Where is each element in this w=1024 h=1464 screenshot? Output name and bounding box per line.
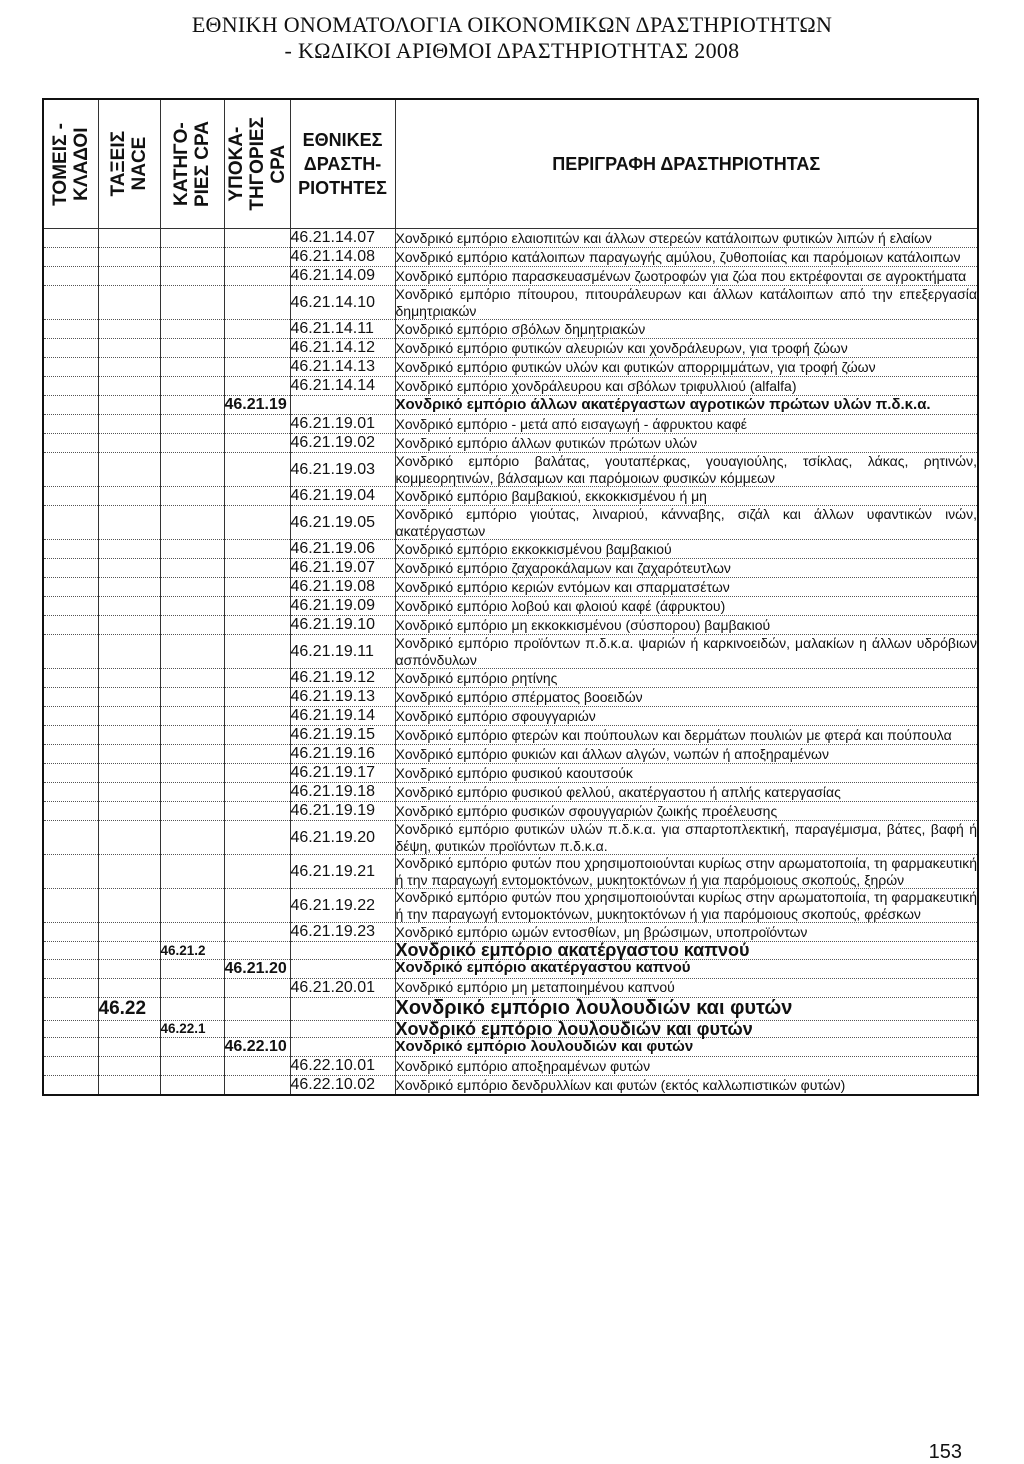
table-row xyxy=(43,889,978,923)
activity-description: Χονδρικό εμπόριο δενδρυλλίων και φυτών (εκτός καλλωπιστικών φυτών) xyxy=(395,1076,978,1096)
empty-cell xyxy=(290,1020,395,1038)
empty-cell xyxy=(43,1038,98,1057)
activity-description: Χονδρικό εμπόριο άλλων φυτικών πρώτων υλών xyxy=(395,434,978,453)
table-row xyxy=(43,358,978,377)
empty-cell xyxy=(43,1057,98,1076)
table-row xyxy=(43,320,978,339)
empty-cell xyxy=(290,942,395,960)
empty-cell xyxy=(98,923,160,942)
empty-cell xyxy=(98,453,160,487)
empty-cell xyxy=(43,578,98,597)
empty-cell xyxy=(98,506,160,540)
activity-code: 46.22.10 xyxy=(224,1038,290,1057)
empty-cell xyxy=(98,559,160,578)
table-row xyxy=(43,339,978,358)
empty-cell xyxy=(43,707,98,726)
empty-cell xyxy=(160,688,224,707)
activity-description: Χονδρικό εμπόριο φυτικών υλών και φυτικών απορριμμάτων, για τροφή ζώων xyxy=(395,358,978,377)
empty-cell xyxy=(98,821,160,855)
activity-description: Χονδρικό εμπόριο ελαιοπιτών και άλλων στερεών κατάλοιπων φυτικών λιπών ή ελαίων xyxy=(395,229,978,248)
empty-cell xyxy=(98,1076,160,1096)
table-row xyxy=(43,434,978,453)
empty-cell xyxy=(224,821,290,855)
empty-cell xyxy=(43,726,98,745)
empty-cell xyxy=(160,320,224,339)
table-row xyxy=(43,578,978,597)
activity-code: 46.21.19.06 xyxy=(290,540,395,559)
empty-cell xyxy=(43,506,98,540)
empty-cell xyxy=(43,997,98,1020)
activity-code: 46.21.14.08 xyxy=(290,248,395,267)
empty-cell xyxy=(224,1057,290,1076)
empty-cell xyxy=(224,377,290,396)
empty-cell xyxy=(160,267,224,286)
empty-cell xyxy=(43,248,98,267)
empty-cell xyxy=(43,453,98,487)
empty-cell xyxy=(98,889,160,923)
header-activity-description: ΠΕΡΙΓΡΑΦΗ ΔΡΑΣΤΗΡΙΟΤΗΤΑΣ xyxy=(395,99,978,229)
activity-description: Χονδρικό εμπόριο μη εκκοκκισμένου (σύσπορου) βαμβακιού xyxy=(395,616,978,635)
empty-cell xyxy=(290,396,395,415)
empty-cell xyxy=(98,267,160,286)
empty-cell xyxy=(43,597,98,616)
activity-description: Χονδρικό εμπόριο λοβού και φλοιού καφέ (άφρυκτου) xyxy=(395,597,978,616)
empty-cell xyxy=(43,669,98,688)
activity-code: 46.21.19.22 xyxy=(290,889,395,923)
activity-code: 46.21.19 xyxy=(224,396,290,415)
activity-description: Χονδρικό εμπόριο κατάλοιπων παραγωγής αμύλου, ζυθοποιίας και παρόμοιων κατάλοιπων xyxy=(395,248,978,267)
activity-code: 46.21.19.03 xyxy=(290,453,395,487)
table-row xyxy=(43,1020,978,1038)
activity-code: 46.21.2 xyxy=(160,942,224,960)
empty-cell xyxy=(160,802,224,821)
table-row xyxy=(43,616,978,635)
table-row xyxy=(43,1057,978,1076)
table-row xyxy=(43,267,978,286)
empty-cell xyxy=(98,978,160,997)
document-subtitle: - ΚΩΔΙΚΟΙ ΑΡΙΘΜΟΙ ΔΡΑΣΤΗΡΙΟΤΗΤΑΣ 2008 xyxy=(284,38,740,63)
empty-cell xyxy=(43,978,98,997)
empty-cell xyxy=(160,783,224,802)
activity-code: 46.21.19.05 xyxy=(290,506,395,540)
activity-code: 46.21.19.21 xyxy=(290,855,395,889)
table-row xyxy=(43,559,978,578)
empty-cell xyxy=(160,597,224,616)
empty-cell xyxy=(43,783,98,802)
empty-cell xyxy=(160,855,224,889)
activity-description: Χονδρικό εμπόριο σφουγγαριών xyxy=(395,707,978,726)
empty-cell xyxy=(98,248,160,267)
table-row xyxy=(43,415,978,434)
activity-description: Χονδρικό εμπόριο λουλουδιών και φυτών xyxy=(395,1020,978,1038)
table-row xyxy=(43,959,978,978)
empty-cell xyxy=(98,726,160,745)
empty-cell xyxy=(43,1076,98,1096)
table-row xyxy=(43,248,978,267)
activity-description: Χονδρικό εμπόριο φυτικών αλευριών και χονδράλευρων, για τροφή ζώων xyxy=(395,339,978,358)
empty-cell xyxy=(98,707,160,726)
activity-description: Χονδρικό εμπόριο φυσικού καουτσούκ xyxy=(395,764,978,783)
empty-cell xyxy=(43,229,98,248)
table-row xyxy=(43,764,978,783)
empty-cell xyxy=(43,339,98,358)
activity-code: 46.21.19.08 xyxy=(290,578,395,597)
empty-cell xyxy=(160,396,224,415)
empty-cell xyxy=(98,1038,160,1057)
empty-cell xyxy=(224,669,290,688)
empty-cell xyxy=(43,764,98,783)
empty-cell xyxy=(224,358,290,377)
empty-cell xyxy=(43,802,98,821)
empty-cell xyxy=(43,377,98,396)
activity-description: Χονδρικό εμπόριο - μετά από εισαγωγή - άφρυκτου καφέ xyxy=(395,415,978,434)
table-row xyxy=(43,688,978,707)
activity-code: 46.21.19.01 xyxy=(290,415,395,434)
activity-code: 46.21.14.07 xyxy=(290,229,395,248)
empty-cell xyxy=(98,635,160,669)
header-cpa-subcategories: ΥΠΟΚΑ- ΤΗΓΟΡΙΕΣ CPA xyxy=(224,99,290,229)
empty-cell xyxy=(160,453,224,487)
activity-description: Χονδρικό εμπόριο αποξηραμένων φυτών xyxy=(395,1057,978,1076)
empty-cell xyxy=(43,320,98,339)
empty-cell xyxy=(43,286,98,320)
table-row xyxy=(43,396,978,415)
table-row xyxy=(43,997,978,1020)
empty-cell xyxy=(98,358,160,377)
empty-cell xyxy=(290,1038,395,1057)
header-nace-classes: ΤΑΞΕΙΣ NACE xyxy=(98,99,160,229)
empty-cell xyxy=(224,487,290,506)
empty-cell xyxy=(224,726,290,745)
activity-code: 46.21.19.18 xyxy=(290,783,395,802)
activity-code: 46.21.14.12 xyxy=(290,339,395,358)
activity-description: Χονδρικό εμπόριο ζαχαροκάλαμων και ζαχαρότευτλων xyxy=(395,559,978,578)
empty-cell xyxy=(160,1076,224,1096)
empty-cell xyxy=(224,597,290,616)
empty-cell xyxy=(224,745,290,764)
empty-cell xyxy=(224,1020,290,1038)
activity-description: Χονδρικό εμπόριο σβόλων δημητριακών xyxy=(395,320,978,339)
empty-cell xyxy=(160,707,224,726)
activity-code: 46.21.19.23 xyxy=(290,923,395,942)
empty-cell xyxy=(224,559,290,578)
activity-code: 46.21.19.11 xyxy=(290,635,395,669)
empty-cell xyxy=(160,923,224,942)
empty-cell xyxy=(98,942,160,960)
activity-code: 46.21.19.16 xyxy=(290,745,395,764)
empty-cell xyxy=(98,802,160,821)
activity-code: 46.21.14.13 xyxy=(290,358,395,377)
empty-cell xyxy=(160,339,224,358)
activity-code: 46.21.14.10 xyxy=(290,286,395,320)
activity-description: Χονδρικό εμπόριο εκκοκκισμένου βαμβακιού xyxy=(395,540,978,559)
empty-cell xyxy=(43,396,98,415)
empty-cell xyxy=(98,487,160,506)
empty-cell xyxy=(43,635,98,669)
table-row xyxy=(43,597,978,616)
table-row xyxy=(43,978,978,997)
table-row xyxy=(43,707,978,726)
activity-description: Χονδρικό εμπόριο γιούτας, λιναριού, κάνναβης, σιζάλ και άλλων υφαντικών ινών, ακατέργαστων xyxy=(395,506,977,539)
empty-cell xyxy=(224,855,290,889)
empty-cell xyxy=(98,339,160,358)
activity-description: Χονδρικό εμπόριο μη μεταποιημένου καπνού xyxy=(395,978,978,997)
empty-cell xyxy=(98,229,160,248)
empty-cell xyxy=(224,978,290,997)
activity-description: Χονδρικό εμπόριο φτερών και πούπουλων και δερμάτων πουλιών με φτερά και πούπουλα xyxy=(395,726,978,745)
activity-description: Χονδρικό εμπόριο άλλων ακατέργαστων αγροτικών πρώτων υλών π.δ.κ.α. xyxy=(395,396,978,415)
empty-cell xyxy=(160,635,224,669)
activity-description: Χονδρικό εμπόριο λουλουδιών και φυτών xyxy=(395,1038,978,1057)
empty-cell xyxy=(98,745,160,764)
empty-cell xyxy=(43,434,98,453)
activity-code: 46.21.19.12 xyxy=(290,669,395,688)
empty-cell xyxy=(98,1020,160,1038)
empty-cell xyxy=(290,959,395,978)
empty-cell xyxy=(98,434,160,453)
header-national-activities: ΕΘΝΙΚΕΣ ΔΡΑΣΤΗ- ΡΙΟΤΗΤΕΣ xyxy=(290,99,395,229)
empty-cell xyxy=(98,415,160,434)
empty-cell xyxy=(224,707,290,726)
table-row xyxy=(43,540,978,559)
activity-code: 46.21.19.04 xyxy=(290,487,395,506)
empty-cell xyxy=(43,821,98,855)
activity-description: Χονδρικό εμπόριο φυτών που χρησιμοποιούνται κυρίως στην αρωματοποιία, τη φαρμακευτική ή την παραγωγή εντομοκτόνων, μυκητοκτόνων ή για παρόμοιους σκοπούς, φρέσκων xyxy=(395,889,977,922)
empty-cell xyxy=(43,1020,98,1038)
empty-cell xyxy=(160,506,224,540)
empty-cell xyxy=(224,320,290,339)
empty-cell xyxy=(224,783,290,802)
empty-cell xyxy=(98,286,160,320)
empty-cell xyxy=(160,745,224,764)
empty-cell xyxy=(98,540,160,559)
activity-description: Χονδρικό εμπόριο ρητίνης xyxy=(395,669,978,688)
empty-cell xyxy=(98,855,160,889)
empty-cell xyxy=(160,997,224,1020)
activity-description: Χονδρικό εμπόριο ακατέργαστου καπνού xyxy=(395,959,978,978)
table-row xyxy=(43,923,978,942)
activity-code: 46.21.19.09 xyxy=(290,597,395,616)
activity-code: 46.21.19.17 xyxy=(290,764,395,783)
empty-cell xyxy=(43,415,98,434)
empty-cell xyxy=(224,453,290,487)
empty-cell xyxy=(43,745,98,764)
activity-description: Χονδρικό εμπόριο βαμβακιού, εκκοκκισμένου ή μη xyxy=(395,487,978,506)
table-row xyxy=(43,1038,978,1057)
empty-cell xyxy=(224,997,290,1020)
empty-cell xyxy=(224,415,290,434)
table-row xyxy=(43,821,978,855)
empty-cell xyxy=(224,339,290,358)
empty-cell xyxy=(224,248,290,267)
table-header-row xyxy=(43,99,978,229)
empty-cell xyxy=(160,434,224,453)
table-row xyxy=(43,377,978,396)
empty-cell xyxy=(224,802,290,821)
activity-description: Χονδρικό εμπόριο φυτικών υλών π.δ.κ.α. για σπαρτοπλεκτική, παραγέμισμα, βάτες, βαφή ή δέψη, φυτικών προϊόντων π.δ.κ.α. xyxy=(395,821,977,854)
empty-cell xyxy=(224,923,290,942)
empty-cell xyxy=(224,578,290,597)
activity-description: Χονδρικό εμπόριο κεριών εντόμων και σπαρματσέτων xyxy=(395,578,978,597)
activity-code: 46.21.19.02 xyxy=(290,434,395,453)
empty-cell xyxy=(224,434,290,453)
activity-description: Χονδρικό εμπόριο χονδράλευρου και σβόλων τριφυλλιού (alfalfa) xyxy=(395,377,978,396)
empty-cell xyxy=(160,415,224,434)
empty-cell xyxy=(224,635,290,669)
empty-cell xyxy=(98,377,160,396)
empty-cell xyxy=(224,540,290,559)
empty-cell xyxy=(160,229,224,248)
empty-cell xyxy=(98,764,160,783)
empty-cell xyxy=(290,997,395,1020)
activity-code: 46.21.19.15 xyxy=(290,726,395,745)
header-cpa-categories: ΚΑΤΗΓΟ- ΡΙΕΣ CPA xyxy=(160,99,224,229)
empty-cell xyxy=(160,286,224,320)
empty-cell xyxy=(160,559,224,578)
empty-cell xyxy=(160,616,224,635)
empty-cell xyxy=(224,286,290,320)
empty-cell xyxy=(98,616,160,635)
activity-description: Χονδρικό εμπόριο φυσικού φελλού, ακατέργαστου ή απλής κατεργασίας xyxy=(395,783,978,802)
activity-code: 46.21.19.13 xyxy=(290,688,395,707)
empty-cell xyxy=(160,978,224,997)
empty-cell xyxy=(224,229,290,248)
activity-description: Χονδρικό εμπόριο λουλουδιών και φυτών xyxy=(395,997,978,1020)
table-row xyxy=(43,506,978,540)
document-title: ΕΘΝΙΚΗ ΟΝΟΜΑΤΟΛΟΓΙΑ ΟΙΚΟΝΟΜΙΚΩΝ ΔΡΑΣΤΗΡΙΟΤΗΤΩΝ xyxy=(191,12,833,37)
empty-cell xyxy=(43,855,98,889)
activity-description: Χονδρικό εμπόριο ακατέργαστου καπνού xyxy=(395,942,978,960)
activity-code: 46.22.10.01 xyxy=(290,1057,395,1076)
activity-code: 46.21.19.10 xyxy=(290,616,395,635)
table-row xyxy=(43,783,978,802)
empty-cell xyxy=(160,578,224,597)
empty-cell xyxy=(160,248,224,267)
empty-cell xyxy=(160,959,224,978)
activity-description: Χονδρικό εμπόριο πίτουρου, πιτουράλευρων και άλλων κατάλοιπων από την επεξεργασία δημητριακών xyxy=(395,286,977,319)
table-row xyxy=(43,745,978,764)
empty-cell xyxy=(160,889,224,923)
activity-code: 46.22.10.02 xyxy=(290,1076,395,1096)
table-row xyxy=(43,229,978,248)
table-row xyxy=(43,802,978,821)
table-row xyxy=(43,286,978,320)
empty-cell xyxy=(160,669,224,688)
empty-cell xyxy=(98,783,160,802)
empty-cell xyxy=(43,358,98,377)
activity-code: 46.21.19.14 xyxy=(290,707,395,726)
empty-cell xyxy=(98,578,160,597)
empty-cell xyxy=(224,889,290,923)
activity-description: Χονδρικό εμπόριο παρασκευασμένων ζωοτροφών για ζώα που εκτρέφονται σε αγροκτήματα xyxy=(395,267,978,286)
empty-cell xyxy=(98,1057,160,1076)
activity-description: Χονδρικό εμπόριο βαλάτας, γουταπέρκας, γουαγιούλης, τσίκλας, λάκας, ρητινών, κομμεορητινών, βάλσαμων και παρόμοιων φυσικών κόμμεων xyxy=(395,453,977,486)
empty-cell xyxy=(98,597,160,616)
table-row xyxy=(43,942,978,960)
empty-cell xyxy=(224,616,290,635)
activity-code: 46.22.1 xyxy=(160,1020,224,1038)
empty-cell xyxy=(160,726,224,745)
table-row xyxy=(43,453,978,487)
table-row xyxy=(43,855,978,889)
empty-cell xyxy=(98,396,160,415)
activity-description: Χονδρικό εμπόριο φυτών που χρησιμοποιούνται κυρίως στην αρωματοποιία, τη φαρμακευτική ή την παραγωγή εντομοκτόνων, μυκητοκτόνων ή για παρόμοιους σκοπούς, ξηρών xyxy=(395,855,977,888)
activity-description: Χονδρικό εμπόριο σπέρματος βοοειδών xyxy=(395,688,978,707)
empty-cell xyxy=(224,1076,290,1096)
activity-code: 46.21.19.20 xyxy=(290,821,395,855)
empty-cell xyxy=(43,487,98,506)
table-row xyxy=(43,635,978,669)
empty-cell xyxy=(160,821,224,855)
empty-cell xyxy=(43,540,98,559)
empty-cell xyxy=(160,377,224,396)
table-row xyxy=(43,1076,978,1096)
table-row xyxy=(43,669,978,688)
empty-cell xyxy=(43,889,98,923)
empty-cell xyxy=(98,320,160,339)
empty-cell xyxy=(98,959,160,978)
activity-code: 46.21.14.09 xyxy=(290,267,395,286)
empty-cell xyxy=(224,764,290,783)
activity-code: 46.21.20 xyxy=(224,959,290,978)
empty-cell xyxy=(160,1057,224,1076)
empty-cell xyxy=(160,1038,224,1057)
empty-cell xyxy=(43,923,98,942)
header-sectors: ΤΟΜΕΙΣ - ΚΛΑΔΟΙ xyxy=(43,99,98,229)
empty-cell xyxy=(224,942,290,960)
activity-code: 46.21.19.19 xyxy=(290,802,395,821)
empty-cell xyxy=(224,506,290,540)
activity-description: Χονδρικό εμπόριο φυσικών σφουγγαριών ζωικής προέλευσης xyxy=(395,802,978,821)
empty-cell xyxy=(43,942,98,960)
empty-cell xyxy=(43,267,98,286)
empty-cell xyxy=(160,358,224,377)
empty-cell xyxy=(160,487,224,506)
activity-code: 46.21.14.14 xyxy=(290,377,395,396)
empty-cell xyxy=(224,688,290,707)
table-row xyxy=(43,726,978,745)
empty-cell xyxy=(224,267,290,286)
empty-cell xyxy=(160,764,224,783)
empty-cell xyxy=(43,688,98,707)
activity-code: 46.21.20.01 xyxy=(290,978,395,997)
table-row xyxy=(43,487,978,506)
empty-cell xyxy=(43,616,98,635)
page-number: 153 xyxy=(928,1441,962,1463)
empty-cell xyxy=(43,559,98,578)
activity-code: 46.21.19.07 xyxy=(290,559,395,578)
activity-code: 46.21.14.11 xyxy=(290,320,395,339)
activity-codes-table xyxy=(42,98,979,1096)
activity-description: Χονδρικό εμπόριο προϊόντων π.δ.κ.α. ψαριών ή καρκινοειδών, μαλακίων η άλλων υδρόβιων ασπόνδυλων xyxy=(395,635,977,668)
empty-cell xyxy=(160,540,224,559)
empty-cell xyxy=(43,959,98,978)
activity-description: Χονδρικό εμπόριο φυκιών και άλλων αλγών, νωπών ή αποξηραμένων xyxy=(395,745,978,764)
activity-code: 46.22 xyxy=(98,997,160,1020)
empty-cell xyxy=(98,669,160,688)
empty-cell xyxy=(98,688,160,707)
activity-description: Χονδρικό εμπόριο ωμών εντοσθίων, μη βρώσιμων, υποπροϊόντων xyxy=(395,923,978,942)
